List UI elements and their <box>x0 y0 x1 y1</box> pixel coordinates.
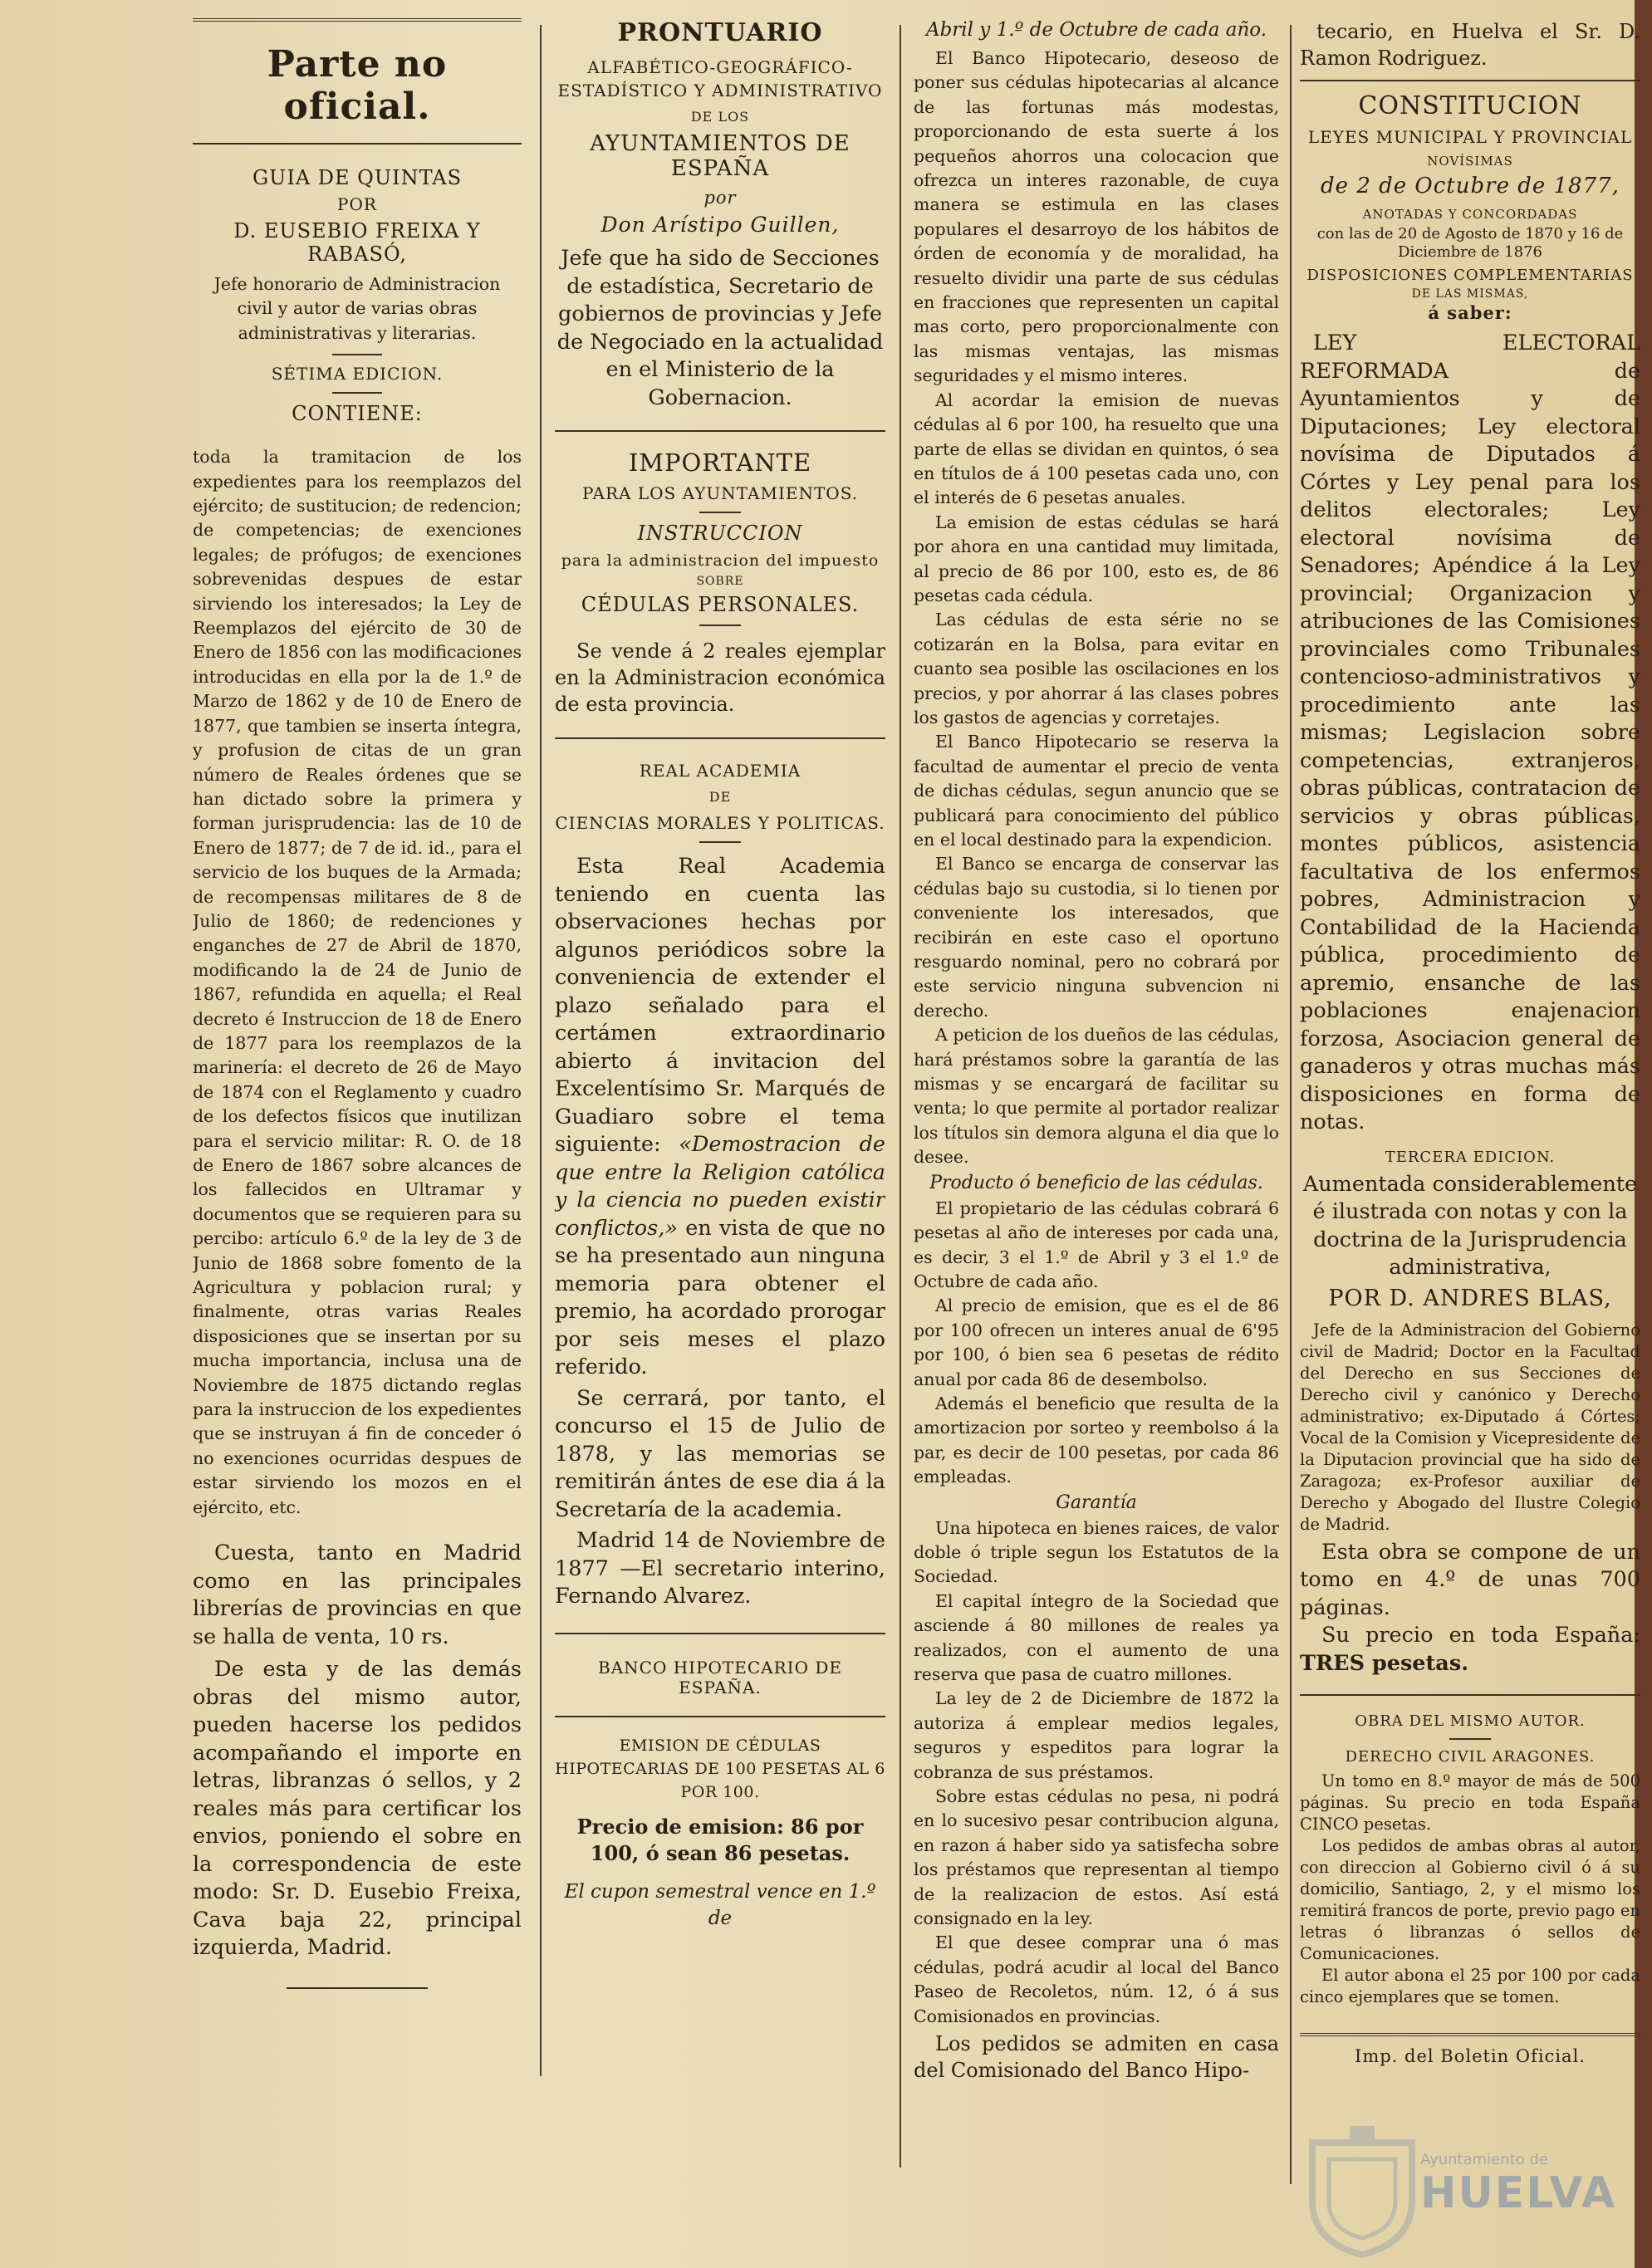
venta-paragraph: Se vende á 2 reales ejemplar en la Administracion económica de esta provincia. <box>555 639 885 716</box>
de-las-mismas: DE LAS MISMAS, <box>1411 287 1529 301</box>
constitucion-contents: LEY ELECTORAL REFORMADA de Ayuntamientos y de Diputaciones; Ley electoral novísima de Diputados á Córtes y Ley penal para los delitos electorales; Ley electoral novísima de Senadores; Apéndice á la Ley provincial; Organizacion y atribuciones de las Comisiones provinciales como Tribunales contencioso-administrativos y procedimiento ante las mismas; Legislacion sobre competencias, extranjeros, obras públicas, contratacion de servicios y obras públicas, montes públicos, asistencia facultativa de los enfermos pobres, Administracion y Contabilidad de la Hacienda pública, procedimiento de apremio, ensanche de las poblaciones enajenacion forzosa, Asociacion general de ganaderos y otras muchas más disposiciones en forma de notas. <box>1300 331 1640 1134</box>
rule <box>1300 80 1640 81</box>
derecho-civil-title: DERECHO CIVIL ARAGONES. <box>1345 1748 1596 1766</box>
watermark-small: Ayuntamiento de <box>1420 2151 1548 2168</box>
banco-paragraph: El Banco Hipotecario se reserva la facultad de aumentar el precio de venta de dichas cédulas, segun anuncio que se publicará para conocimiento del público en el local destinado para la expendicion. <box>914 732 1279 850</box>
banco-paragraph: El propietario de las cédulas cobrará 6 pesetas al año de intereses por cada una, es decir, 3 el 1.º de Abril y 3 el 1.º de Octubre de cada año. <box>914 1198 1279 1291</box>
author-description: Jefe de la Administracion del Gobierno civil de Madrid; Doctor en la Facultad del Derecho en sus Secciones de Derecho civil y canónico y Derecho administrativo; ex-Diputado á Córtes; Vocal de la Comision y Vicepresidente de la Diputacion provincial que ha sido de Zaragoza; ex-Profesor auxiliar de Derecho y Abogado del Ilustre Colegio de Madrid. <box>1300 1320 1640 1534</box>
precio-paragraph: Su precio en toda España: TRES pesetas. <box>1300 1623 1640 1676</box>
cedulas-title: CÉDULAS PERSONALES. <box>581 593 860 616</box>
leyes-title: LEYES MUNICIPAL Y PROVINCIAL <box>1307 127 1633 147</box>
edicion-label: TERCERA EDICION. <box>1385 1148 1556 1166</box>
garantia-subheading: Garantía <box>1056 1492 1137 1513</box>
emision-heading: EMISION DE CÉDULAS HIPOTECARIAS DE 100 PESETAS AL 6 POR 100. <box>555 1736 885 1801</box>
rule <box>1300 2033 1640 2036</box>
author-description: Jefe que ha sido de Secciones de estadística, Secretario de gobiernos de provincias y Jefe de Negociado en la actualidad en el Ministerio de la Gobernacion. <box>556 246 884 410</box>
contiene-label: CONTIENE: <box>292 402 423 426</box>
banco-paragraph: Además el beneficio que resulta de la amortizacion por sorteo y reembolso á la par, es decir de 100 pesetas, por cada 86 empleadas. <box>914 1393 1279 1487</box>
banco-paragraph: El Banco Hipotecario, deseoso de poner sus cédulas hipotecarias al alcance de las fortunas más modestas, proporcionando de esta suerte á los pequeños ahorros una colocacion que ofrezca un interes razonable, de cuya manera se estimula en las clases populares el desarroyo de los hábitos de órden de economía y de moralidad, ha resuelto dividir una parte de sus cédulas en fracciones que representen un capital mas corto, pero proporcionalmente con las mismas ventajas, las mismas seguridades y el mismo interes. <box>914 48 1279 386</box>
dash-rule <box>332 392 382 394</box>
dash-rule <box>332 354 382 355</box>
guide-title: GUIA DE QUINTAS <box>252 166 463 189</box>
column-4 <box>1300 18 1640 2218</box>
author-name: Don Arístipo Guillen, <box>601 213 840 237</box>
column-2 <box>555 18 885 2218</box>
price-paragraph: Cuesta, tanto en Madrid como en las principales librerías de provincias en que se halla de venta, 10 rs. <box>193 1541 522 1649</box>
column-3 <box>914 18 1279 2218</box>
real-academia-title: REAL ACADEMIA <box>639 761 801 781</box>
banco-paragraph: La emision de estas cédulas se hará por ahora en una cantidad muy limitada, al precio de 86 por 100, esto es, de 86 pesetas cada cédula. <box>914 512 1279 605</box>
novisimas-label: NOVÍSIMAS <box>1427 154 1513 169</box>
tomo-paragraph: Un tomo en 8.º mayor de más de 500 páginas. Su precio en toda España CINCO pesetas. <box>1300 1771 1640 1834</box>
continued-heading: Abril y 1.º de Octubre de cada año. <box>925 19 1267 41</box>
sobre-label: SOBRE <box>696 575 744 588</box>
madrid-signature: Madrid 14 de Noviembre de 1877 —El secretario interino, Fernando Alvarez. <box>555 1528 885 1609</box>
author-name: D. EUSEBIO FREIXA Y RABASÓ, <box>233 219 481 266</box>
de-label: DE <box>708 789 732 805</box>
cupon-line: El cupon semestral vence en 1.º de <box>564 1880 876 1929</box>
banco-paragraph: Sobre estas cédulas no pesa, ni podrá en lo sucesivo pesar contribucion alguna, en razon á haber sido ya satisfecha sobre los préstamos que representan al tiempo de la realizacion de estos. Así está consignado en la ley. <box>914 1786 1279 1929</box>
con-las-line: con las de 20 de Agosto de 1870 y 16 de Diciembre de 1876 <box>1316 225 1624 261</box>
banco-paragraph: La ley de 2 de Diciembre de 1872 la autoriza á emplear medios legales, seguros y espeditos para lograr la cobranza de sus préstamos. <box>914 1688 1279 1782</box>
banco-paragraph: Los pedidos se admiten en casa del Comisionado del Banco Hipo- <box>914 2032 1279 2083</box>
dash-rule <box>699 841 741 843</box>
importante-title: IMPORTANTE <box>628 448 812 477</box>
dash-rule <box>699 625 741 626</box>
rule <box>555 737 885 739</box>
obra-mismo-autor: OBRA DEL MISMO AUTOR. <box>1355 1712 1586 1730</box>
a-saber: á saber: <box>1428 302 1512 323</box>
edition-label: SÉTIMA EDICION. <box>271 364 444 385</box>
imprenta-line: Imp. del Boletin Oficial. <box>1355 2046 1586 2066</box>
compone-paragraph: Esta obra se compone de un tomo en 4.º de unas 700 páginas. <box>1300 1539 1640 1620</box>
rule <box>193 143 522 145</box>
rule <box>1300 1694 1640 1696</box>
dash-rule <box>699 512 741 513</box>
watermark-big: HUELVA <box>1420 2168 1617 2218</box>
banco-paragraph: A peticion de los dueños de las cédulas, hará préstamos sobre la garantía de las mismas y se encargará de facilitar su venta; lo que permite al portador realizar los títulos sin demora alguna el dia que lo desee. <box>914 1025 1279 1168</box>
banco-paragraph: Una hipoteca en bienes raices, de valor doble ó triple segun los Estatutos de la Sociedad. <box>914 1517 1279 1587</box>
por-label: POR <box>337 194 377 214</box>
author-name: POR D. ANDRES BLAS, <box>1328 1285 1612 1311</box>
column-rule <box>540 25 542 2076</box>
continued-text: tecario, en Huelva el Sr. D. Ramon Rodriguez. <box>1300 20 1640 70</box>
fecha-line: de 2 de Octubre de 1877, <box>1321 174 1620 198</box>
banco-paragraph: Las cédulas de esta série no se cotizarán en la Bolsa, para evitar en cuanto sea posible las oscilaciones en los precios, y por ahorrar á las clases pobres los gastos de agencias y corretajes. <box>914 610 1279 727</box>
column-rule <box>1290 25 1292 2184</box>
rule <box>555 1716 885 1717</box>
prontuario-subtitle: ALFABÉTICO-GEOGRÁFICO-ESTADÍSTICO Y ADMINISTRATIVO <box>557 57 883 100</box>
precio-emision: Precio de emision: 86 por 100, ó sean 86 pesetas. <box>576 1814 864 1865</box>
banco-paragraph: Al acordar la emision de nuevas cédulas al 6 por 100, ha resuelto que una parte de ellas se dividan en quintos, ó sea en títulos de á 100 pesetas cada uno, con el interés de 6 pesetas anuales. <box>914 389 1279 508</box>
author-description: Jefe honorario de Administracion civil y autor de varias obras administrativas y literarias. <box>213 274 501 343</box>
por-label: por <box>703 188 737 208</box>
banco-paragraph: El Banco se encarga de conservar las cédulas bajo su custodia, si lo tienen por conveniente los interesados, que recibirán en este caso el oportuno resguardo nominal, pero no cobrará por este servicio ninguna subvencion ni derecho. <box>914 854 1279 1021</box>
instruccion-title: INSTRUCCION <box>637 522 803 545</box>
aumentada-paragraph: Aumentada considerablemente é ilustrada con notas y con la doctrina de la Jurisprudencia administrativa, <box>1302 1171 1638 1280</box>
watermark-text <box>1420 2151 1620 2218</box>
cerrara-paragraph: Se cerrará, por tanto, el concurso el 15 de Julio de 1878, y las memorias se remitirán ántes de ese dia á la Secretaría de la academia. <box>555 1385 885 1522</box>
banco-title: BANCO HIPOTECARIO DE ESPAÑA. <box>598 1657 842 1697</box>
prontuario-title: PRONTUARIO <box>617 18 823 47</box>
disposiciones-title: DISPOSICIONES COMPLEMENTARIAS <box>1306 267 1634 284</box>
instruccion-subtitle: para la administracion del impuesto <box>561 551 880 570</box>
ciencias-title: CIENCIAS MORALES Y POLITICAS. <box>555 813 885 833</box>
para-ayuntamientos: PARA LOS AYUNTAMIENTOS. <box>581 483 859 503</box>
banco-paragraph: El que desee comprar una ó mas cédulas, podrá acudir al local del Banco Paseo de Recoletos, núm. 12, ó á sus Comisionados en provincias. <box>914 1932 1279 2026</box>
banco-paragraph: Al precio de emision, que es el de 86 por 100 ofrecen un interes anual de 6'95 por 100, ó bien sea 6 pesetas de rédito anual por cada 86 de desembolso. <box>914 1296 1279 1389</box>
rule <box>193 18 522 22</box>
producto-subheading: Producto ó beneficio de las cédulas. <box>929 1172 1263 1193</box>
column-rule <box>900 25 901 2168</box>
end-rule <box>287 1987 428 1989</box>
constitucion-title: CONSTITUCION <box>1358 91 1582 120</box>
order-paragraph: De esta y de las demás obras del mismo autor, pueden hacerse los pedidos acompañando el importe en letras, libranzas ó sellos, y 2 reales más para certificar los envios, poniendo el sobre en la correspondencia de este modo: Sr. D. Eusebio Freixa, Cava baja 22, principal izquierda, Madrid. <box>193 1657 522 1961</box>
contents-text: toda la tramitacion de los expedientes para los reemplazos del ejército; de sustitucion; de redencion; de competencias; de exenciones legales; de prófugos; de exenciones sobrevenidas despues de estar sirviendo los interesados; la Ley de Reemplazos del ejército de 30 de Enero de 1856 con las modificaciones introducidas en ella por la de 1.º de Marzo de 1862 y de 10 de Enero de 1877, que tambien se inserta íntegra, y profusion de citas de un gran número de Reales órdenes que se han dictado sobre la primera y forman jurisprudencia: las de 10 de Enero de 1877; de 7 de id. id., para el servicio de los buques de la Armada; de recompensas militares de 8 de Julio de 1860; de redenciones y enganches de 27 de Abril de 1870, modificando la de 24 de Junio de 1867, refundida en aquella; el Real decreto é Instruccion de 18 de Enero de 1877 para los reemplazos de la marinería: el decreto de 26 de Mayo de 1874 con el Reglamento y cuadro de los defectos físicos que inutilizan para el servicio militar: R. O. de 18 de Enero de 1867 sobre alcances de los fallecidos en Ultramar y documentos que se requieren para su percibo: artículo 6.º de la ley de 3 de Junio de 1868 sobre fomento de la Agricultura y poblacion rural; y finalmente, otras varias Reales disposiciones que se insertan por su mucha importancia, inclusa una de Noviembre de 1875 dictando reglas para la instruccion de los expedientes que se instruyan á fin de conceder ó no exenciones ocurridas despues de estar sirviendo los mozos en el ejército, etc. <box>193 447 522 1517</box>
rule <box>555 1633 885 1634</box>
pedidos-paragraph: Los pedidos de ambas obras al autor, con direccion al Gobierno civil ó á su domicilio, Santiago, 2, y el mismo los remitirá francos de porte, previo pago en letras ó libranzas ó sellos de Comunicaciones. <box>1300 1836 1640 1963</box>
de-los-label: DE LOS <box>690 109 750 125</box>
ayuntamientos-title: AYUNTAMIENTOS DE ESPAÑA <box>590 131 851 181</box>
academia-paragraph: Esta Real Academia teniendo en cuenta las observaciones hechas por algunos periódicos sobre la conveniencia de extender el plazo señalado para el certámen extraordinario abierto á invitacion del Excelentísimo Sr. Marqués de Guadiaro sobre el tema siguiente: «Demostracion de que entre la Religion católica y la ciencia no pueden existir conflictos,» en vista de que no se ha presentado aun ninguna memoria para obtener el premio, ha acordado prorogar por seis meses el plazo referido. <box>555 854 885 1379</box>
abona-paragraph: El autor abona el 25 por 100 por cada cinco ejemplares que se tomen. <box>1300 1966 1640 2006</box>
section-title: Parte no oficial. <box>267 43 448 128</box>
dash-rule <box>1449 1738 1491 1740</box>
column-1 <box>193 18 522 2218</box>
banco-paragraph: El capital íntegro de la Sociedad que asciende á 80 millones de reales ya realizados, con el aumento de una reserva que pasa de cuatro millones. <box>914 1590 1279 1684</box>
anotadas-label: ANOTADAS Y CONCORDADAS <box>1362 207 1578 222</box>
rule <box>555 430 885 432</box>
huelva-shield-icon <box>1304 2126 1420 2259</box>
